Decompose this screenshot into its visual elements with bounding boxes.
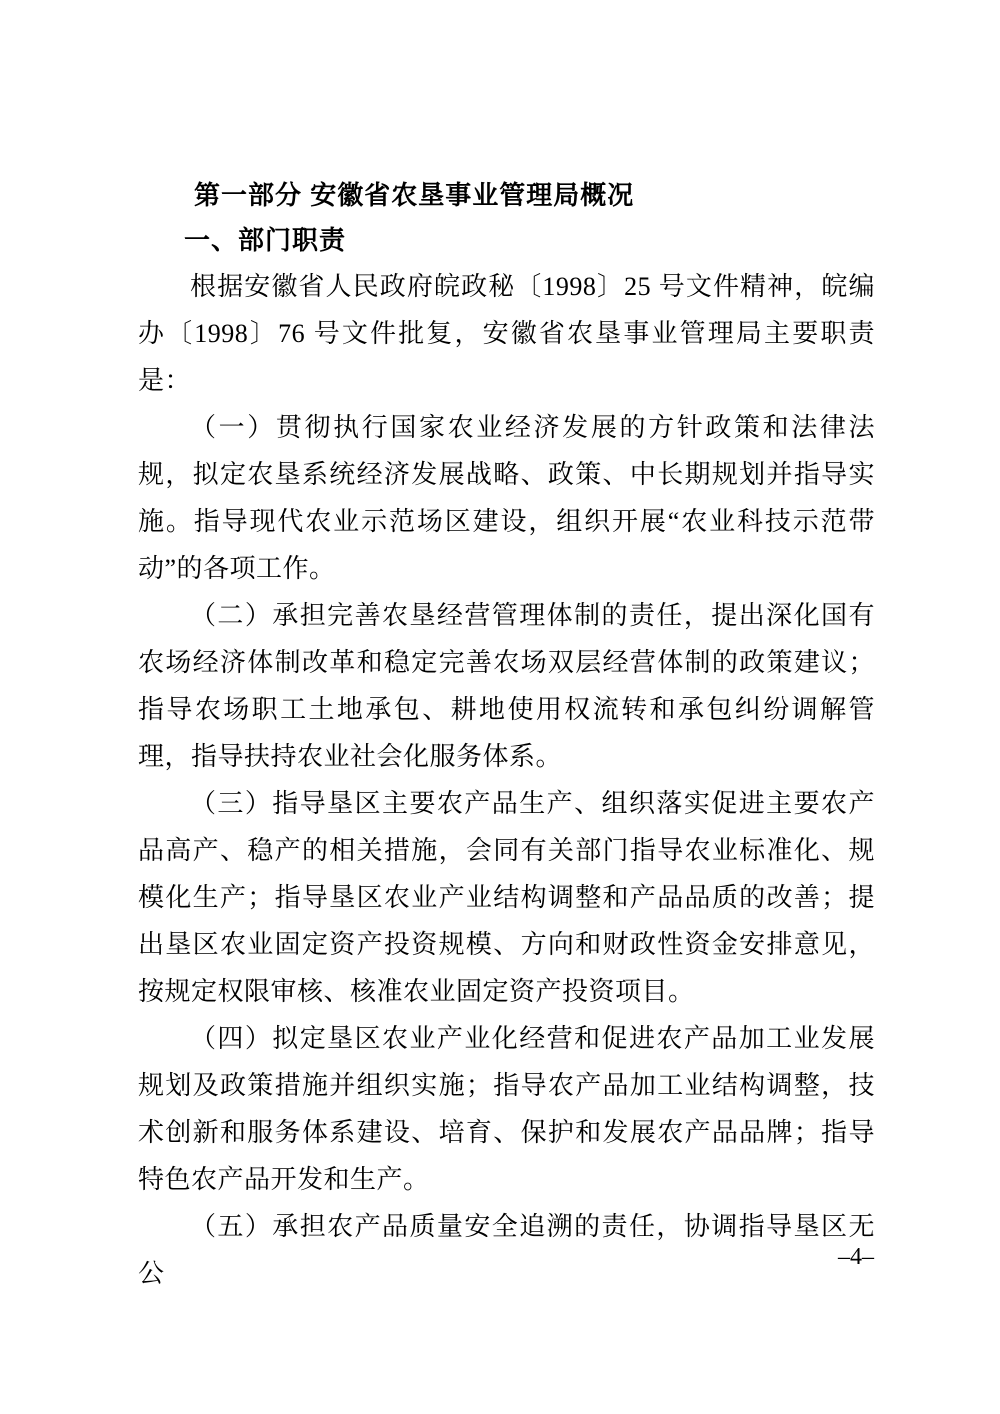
document-content bbox=[138, 180, 875, 1297]
page-number: –4– bbox=[838, 1244, 874, 1270]
paragraph-item-1: （一）贯彻执行国家农业经济发展的方针政策和法律法规，拟定农垦系统经济发展战略、政策、中长期规划并指导实施。指导现代农业示范场区建设，组织开展“农业科技示范带动”的各项工作。 bbox=[138, 413, 875, 583]
paragraph-item-2: （二）承担完善农垦经营管理体制的责任，提出深化国有农场经济体制改革和稳定完善农场双层经营体制的政策建议；指导农场职工土地承包、耕地使用权流转和承包纠纷调解管理，指导扶持农业社会化服务体系。 bbox=[138, 601, 875, 771]
paragraph-item-5-continued: （五）承担农产品质量安全追溯的责任，协调指导垦区无公 bbox=[138, 1212, 875, 1288]
section-heading: 一、部门职责 bbox=[184, 225, 347, 255]
body-text bbox=[138, 263, 875, 1297]
paragraph-item-3: （三）指导垦区主要农产品生产、组织落实促进主要农产品高产、稳产的相关措施，会同有关部门指导农业标准化、规模化生产；指导垦区农业产业结构调整和产品品质的改善；提出垦区农业固定资产投资规模、方向和财政性资金安排意见，按规定权限审核、核准农业固定资产投资项目。 bbox=[138, 789, 875, 1006]
document-title: 第一部分 安徽省农垦事业管理局概况 bbox=[194, 180, 635, 210]
paragraph-intro: 根据安徽省人民政府皖政秘〔1998〕25 号文件精神，皖编办〔1998〕76 号文件批复，安徽省农垦事业管理局主要职责是： bbox=[138, 272, 875, 395]
paragraph-item-4: （四）拟定垦区农业产业化经营和促进农产品加工业发展规划及政策措施并组织实施；指导农产品加工业结构调整，技术创新和服务体系建设、培育、保护和发展农产品品牌；指导特色农产品开发和生产。 bbox=[138, 1024, 875, 1194]
